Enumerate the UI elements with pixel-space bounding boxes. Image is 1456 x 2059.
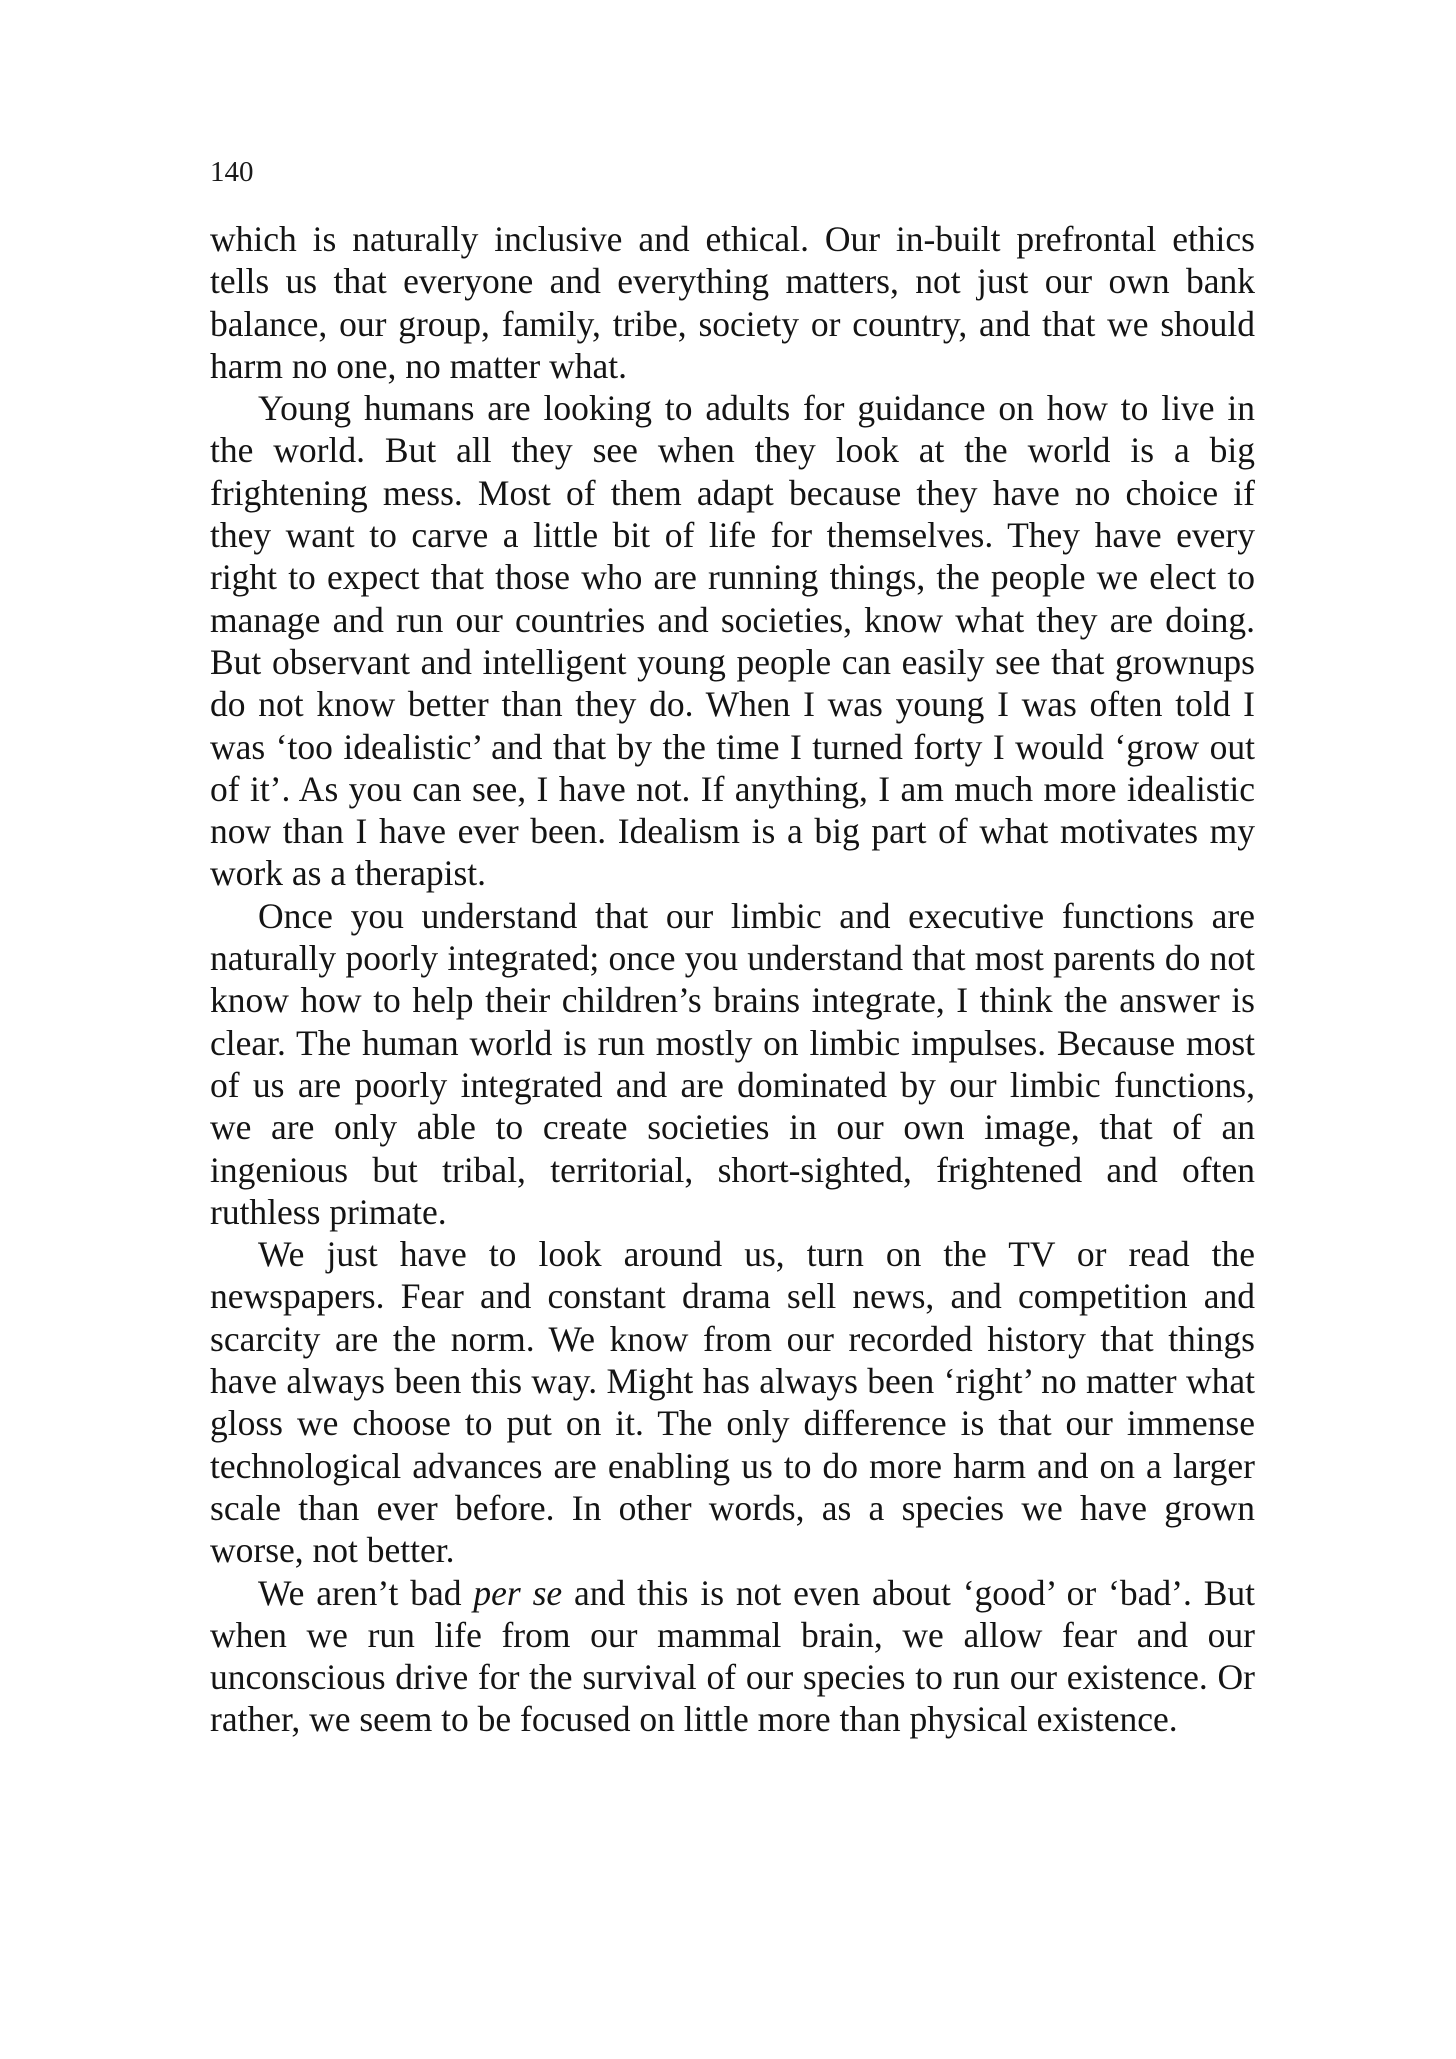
paragraph-5 (210, 1572, 1255, 1741)
page-number: 140 (210, 156, 254, 188)
paragraph-5-before: We aren’t bad (258, 1572, 474, 1613)
paragraph-1: which is naturally inclusive and ethical. Our in-built prefrontal ethics tells us that everyone and everything matters, not just our own bank balance, our group, family, tribe, society or country, and that we should harm no one, no matter what. (210, 219, 1255, 386)
body-text (210, 218, 1255, 1741)
paragraph-2: Young humans are looking to adults for guidance on how to live in the world. But all they see when they look at the world is a big frightening mess. Most of them adapt because they have no choice if they want to carve a little bit of life for themselves. They have every right to expect that those who are running things, the people we elect to manage and run our countries and societies, know what they are doing. But observant and intelligent young people can easily see that grownups do not know better than they do. When I was young I was often told I was ‘too idealistic’ and that by the time I turned forty I would ‘grow out of it’. As you can see, I have not. If anything, I am much more idealistic now than I have ever been. Idealism is a big part of what motivates my work as a therapist. (210, 388, 1255, 894)
paragraph-4: We just have to look around us, turn on the TV or read the newspapers. Fear and constant drama sell news, and competition and scarcity are the norm. We know from our recorded history that things have always been this way. Might has always been ‘right’ no matter what gloss we choose to put on it. The only difference is that our immense technological advances are enabling us to do more harm and on a larger scale than ever before. In other words, as a species we have grown worse, not better. (210, 1234, 1255, 1571)
paragraph-5-after: and this is not even about ‘good’ or ‘bad’. But when we run life from our mammal brain, we allow fear and our unconscious drive for the survival of our species to run our existence. Or rather, we seem to be focused on little more than physical existence. (210, 1572, 1255, 1740)
paragraph-3: Once you understand that our limbic and executive functions are naturally poorly integrated; once you understand that most parents do not know how to help their children’s brains integrate, I think the answer is clear. The human world is run mostly on limbic impulses. Because most of us are poorly integrated and are dominated by our limbic functions, we are only able to create societies in our own image, that of an ingenious but tribal, territorial, short-sighted, frightened and often ruthless primate. (210, 895, 1255, 1232)
paragraph-5-italic: per se (473, 1572, 563, 1613)
